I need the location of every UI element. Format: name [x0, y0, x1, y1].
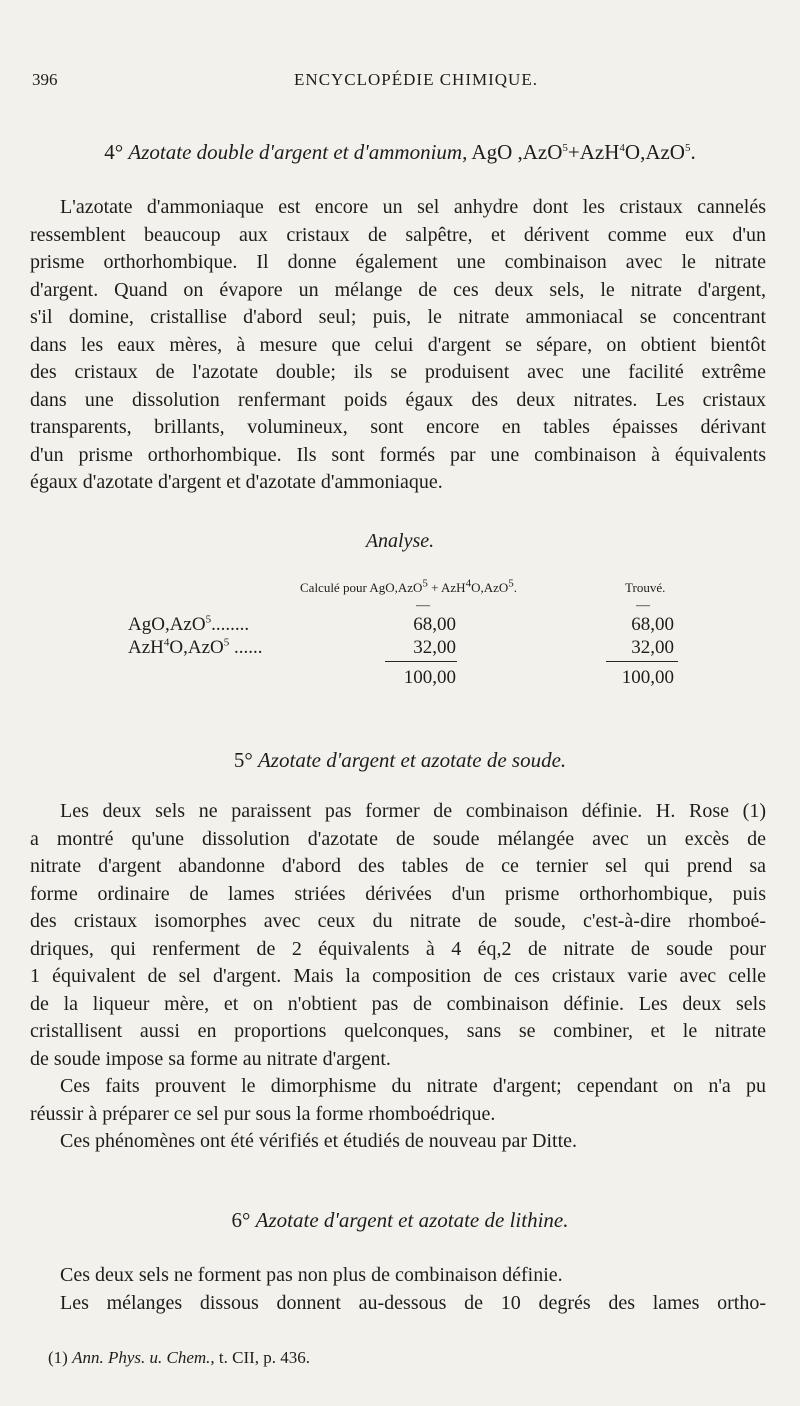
section-6-paragraph [30, 1262, 766, 1317]
total-row [0, 667, 800, 691]
section-number: 5° [233, 748, 253, 772]
table-row [0, 614, 800, 638]
text-line: de la liqueur mère, et on n'obtient pas de combinaison définie. Les deux sels [30, 992, 766, 1015]
found-value: 32,00 [631, 637, 674, 658]
total-rule [606, 661, 678, 662]
text-line: a montré qu'une dissolution d'azotate de soude mélangée avec un excès de [30, 827, 766, 850]
footnote-reference: t. CII, p. 436. [218, 1348, 311, 1367]
section-title: Azotate d'argent et azotate de soude. [257, 748, 567, 772]
text-line: des cristaux isomorphes avec ceux du nitrate de soude, c'est-à-dire rhomboé- [30, 910, 766, 932]
total-rule [385, 661, 457, 662]
section-title: Azotate d'argent et azotate de lithine. [255, 1208, 569, 1232]
page-header [32, 70, 760, 96]
section-5-paragraph [30, 798, 766, 1156]
text-line: L'azotate d'ammoniaque est encore un sel anhydre dont les cristaux cannelés [60, 196, 766, 218]
running-title: ENCYCLOPÉDIE CHIMIQUE. [294, 70, 538, 89]
text-line: d'un prisme orthorhombique. Ils sont formés par une combinaison à équivalents [30, 443, 766, 466]
text-line: ressemblent beaucoup aux cristaux de salpêtre, et dérivent comme eux d'un [30, 223, 766, 246]
text-line: s'il domine, cristallise d'abord seul; puis, le nitrate ammoniacal se concentrant [30, 306, 766, 328]
text-line: nitrate d'argent abandonne d'abord des tables de ce ternier sel qui prend sa [30, 855, 766, 877]
section-4-heading [30, 140, 770, 165]
column-dash: — [416, 598, 430, 613]
text-line: dans une dissolution renfermant poids égaux des deux nitrates. Les cristaux [30, 388, 766, 411]
text-line: 1 équivalent de sel d'argent. Mais la composition de ces cristaux varie avec celle [30, 965, 766, 987]
text-line: d'argent. Quand on évapore un mélange de ces deux sels, le nitrate d'argent, [30, 278, 766, 301]
section-5-heading [30, 748, 770, 773]
section-number: 6° [231, 1208, 251, 1232]
text-line: Les mélanges dissous donnent au-dessous de 10 degrés des lames ortho- [60, 1291, 766, 1314]
page-number: 396 [32, 70, 58, 89]
text-line: égaux d'azotate d'argent et d'azotate d'ammoniaque. [30, 471, 443, 493]
text-line: Les deux sels ne paraissent pas former de combinaison définie. H. Rose (1) [60, 800, 766, 822]
text-line: de soude impose sa forme au nitrate d'argent. [30, 1047, 391, 1070]
text-line: driques, qui renferment de 2 équivalents à 4 éq,2 de nitrate de soude pour [30, 937, 766, 960]
text-line: cristallisent aussi en proportions quelconques, sans se combiner, et le nitrate [30, 1020, 766, 1042]
section-formula: AgO ,AzO$^5$+AzH$^4$O,AzO$^5$. [471, 140, 696, 164]
column-dash: — [636, 598, 650, 613]
text-line: Ces phénomènes ont été vérifiés et étudiés de nouveau par Ditte. [60, 1130, 578, 1152]
row-label: AgO,AzO$^5$........ [128, 613, 250, 635]
footnote [48, 1348, 310, 1368]
section-6-heading [30, 1208, 770, 1233]
calculated-total: 100,00 [403, 667, 456, 688]
text-line: prisme orthorhombique. Il donne également une combinaison avec le nitrate [30, 251, 766, 273]
text-line: Ces deux sels ne forment pas non plus de combinaison définie. [60, 1264, 563, 1286]
found-value: 68,00 [631, 614, 674, 635]
text-line: forme ordinaire de lames striées dérivées d'un prisme orthorhombique, puis [30, 882, 766, 905]
table-row [0, 637, 800, 661]
analysis-title: Analyse. [365, 530, 435, 552]
text-line: des cristaux de l'azotate double; ils se produisent avec une facilité extrême [30, 361, 766, 383]
found-column-header: Trouvé. [625, 580, 666, 595]
row-label: AzH$^4$O,AzO$^5$ ...... [128, 636, 263, 658]
text-line: Ces faits prouvent le dimorphisme du nitrate d'argent; cependant on n'a pu [60, 1075, 766, 1097]
calculated-value: 32,00 [413, 637, 456, 658]
text-line: dans les eaux mères, à mesure que celui d'argent se sépare, on obtient bientôt [30, 333, 766, 356]
section-title: Azotate double d'argent et d'ammonium, [128, 140, 468, 164]
section-number: 4° [104, 140, 124, 164]
text-line: réussir à préparer ce sel pur sous la forme rhomboédrique. [30, 1102, 496, 1125]
calculated-column-header: Calculé pour AgO,AzO$^5$ + AzH$^4$O,AzO$^5$. [300, 577, 517, 595]
footnote-journal: Ann. Phys. u. Chem., [72, 1348, 215, 1367]
footnote-marker: (1) [48, 1348, 68, 1367]
found-total: 100,00 [621, 667, 674, 688]
calculated-value: 68,00 [413, 614, 456, 635]
section-4-paragraph [30, 194, 766, 497]
text-line: transparents, brillants, volumineux, sont encore en tables épaisses dérivant [30, 416, 766, 438]
